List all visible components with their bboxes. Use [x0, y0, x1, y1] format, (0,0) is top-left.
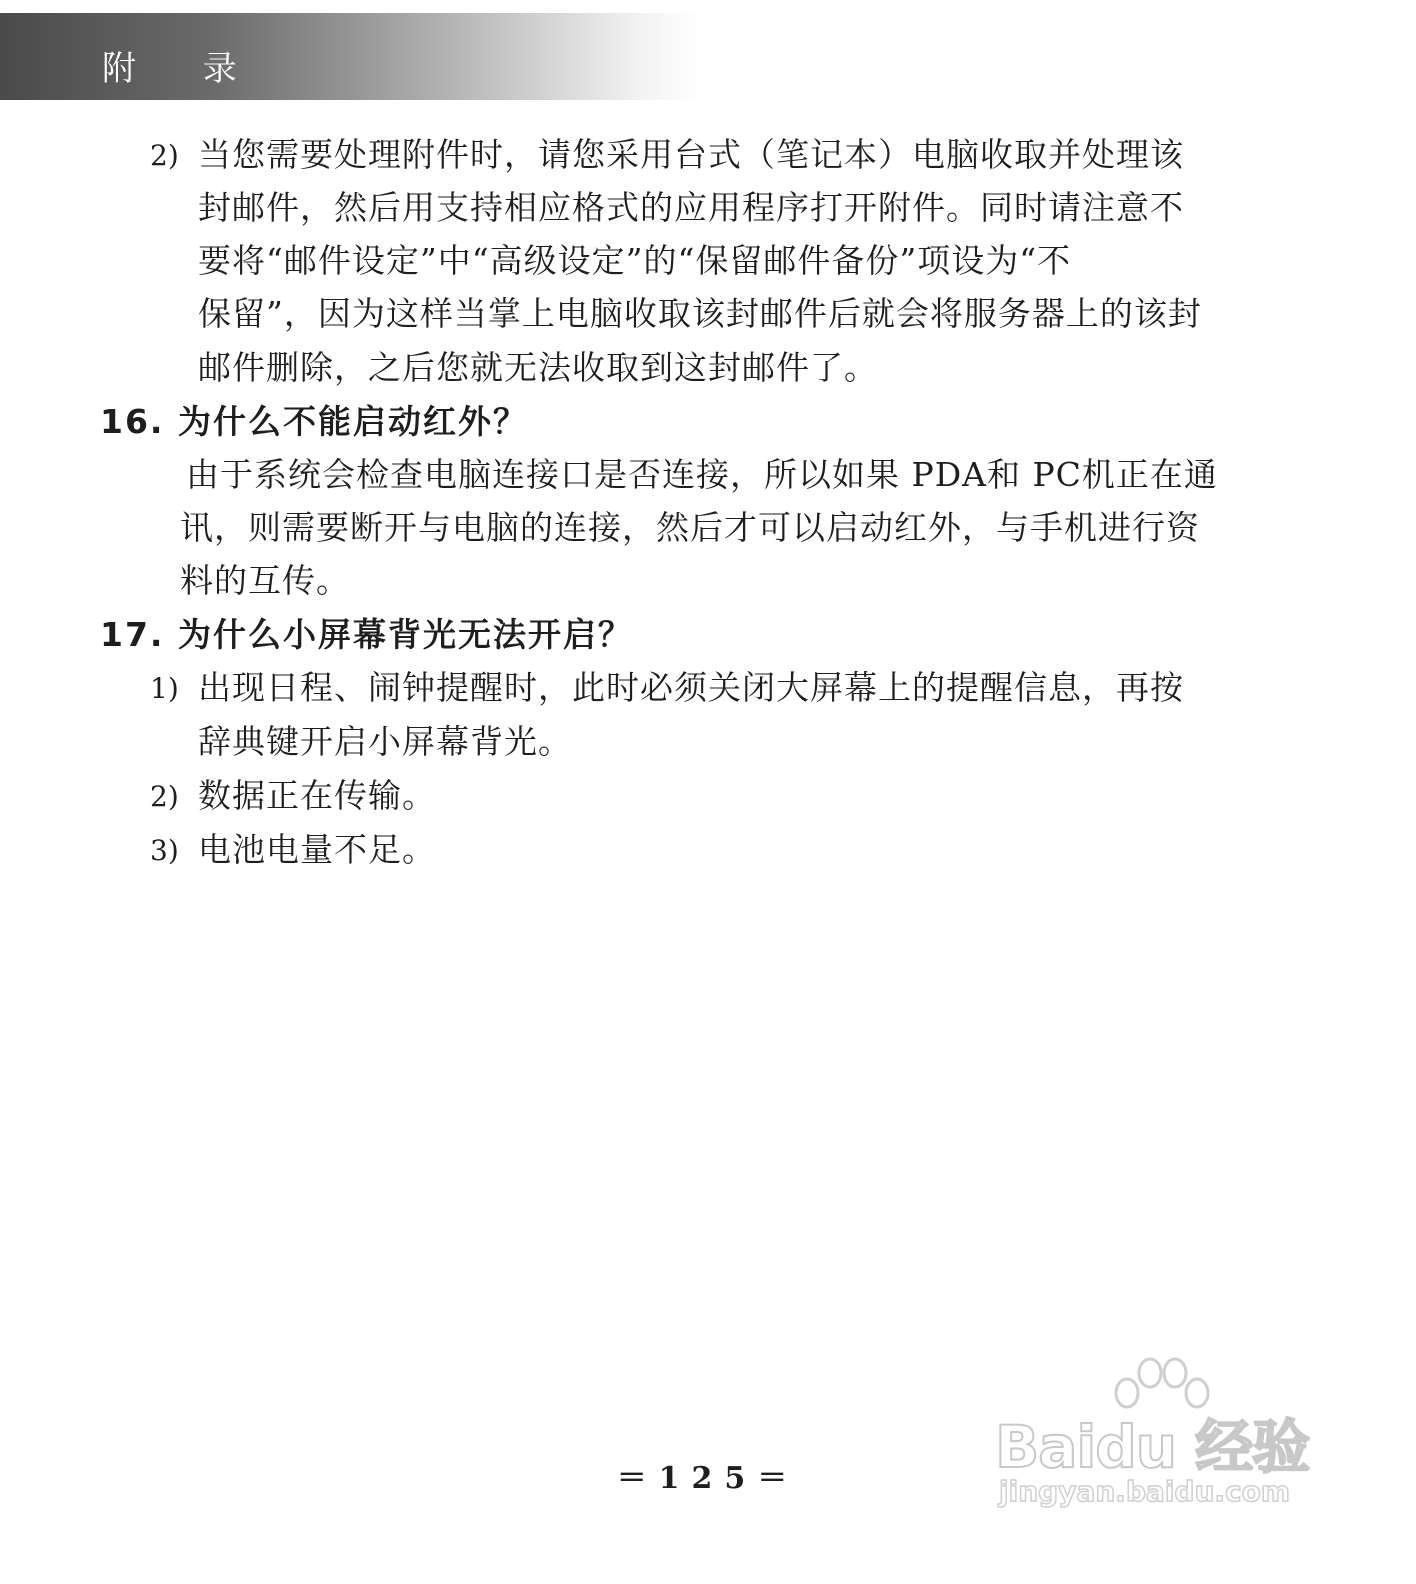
paragraph-line: 讯，则需要断开与电脑的连接，然后才可以启动红外，与手机进行资	[180, 508, 1200, 547]
list-marker: 1)	[150, 672, 179, 705]
paragraph-line: 电池电量不足。	[198, 830, 436, 869]
baidu-watermark	[995, 1355, 1325, 1515]
paragraph-line: 料的互传。	[180, 561, 350, 600]
list-marker: 2)	[150, 780, 179, 813]
list-marker: 3)	[150, 834, 179, 867]
paragraph-line: 邮件删除，之后您就无法收取到这封邮件了。	[198, 348, 878, 387]
page-title: 附 录	[102, 49, 265, 89]
section-heading: 16. 为什么不能启动红外？	[100, 402, 528, 441]
header-bar	[0, 13, 700, 100]
paragraph-line: 由于系统会检查电脑连接口是否连接，所以如果 PDA和 PC机正在通	[186, 455, 1218, 494]
paragraph-line: 出现日程、闹钟提醒时，此时必须关闭大屏幕上的提醒信息，再按	[198, 668, 1184, 707]
paragraph-line: 数据正在传输。	[198, 776, 436, 815]
paragraph-line: 要将“邮件设定”中“高级设定”的“保留邮件备份”项设为“不	[198, 241, 1072, 280]
page-number: ＝125＝	[616, 1461, 800, 1496]
paragraph-line: 辞典键开启小屏幕背光。	[198, 722, 572, 761]
watermark-logo: Baidu 经验	[995, 1413, 1310, 1481]
list-marker: 2)	[150, 139, 179, 172]
paragraph-line: 当您需要处理附件时，请您采用台式（笔记本）电脑收取并处理该	[198, 135, 1184, 174]
section-heading: 17. 为什么小屏幕背光无法开启？	[100, 615, 633, 654]
paragraph-line: 封邮件，然后用支持相应格式的应用程序打开附件。同时请注意不	[198, 188, 1184, 227]
paragraph-line: 保留”，因为这样当掌上电脑收取该封邮件后就会将服务器上的该封	[198, 294, 1202, 333]
watermark-url: jingyan.baidu.com	[999, 1475, 1291, 1508]
